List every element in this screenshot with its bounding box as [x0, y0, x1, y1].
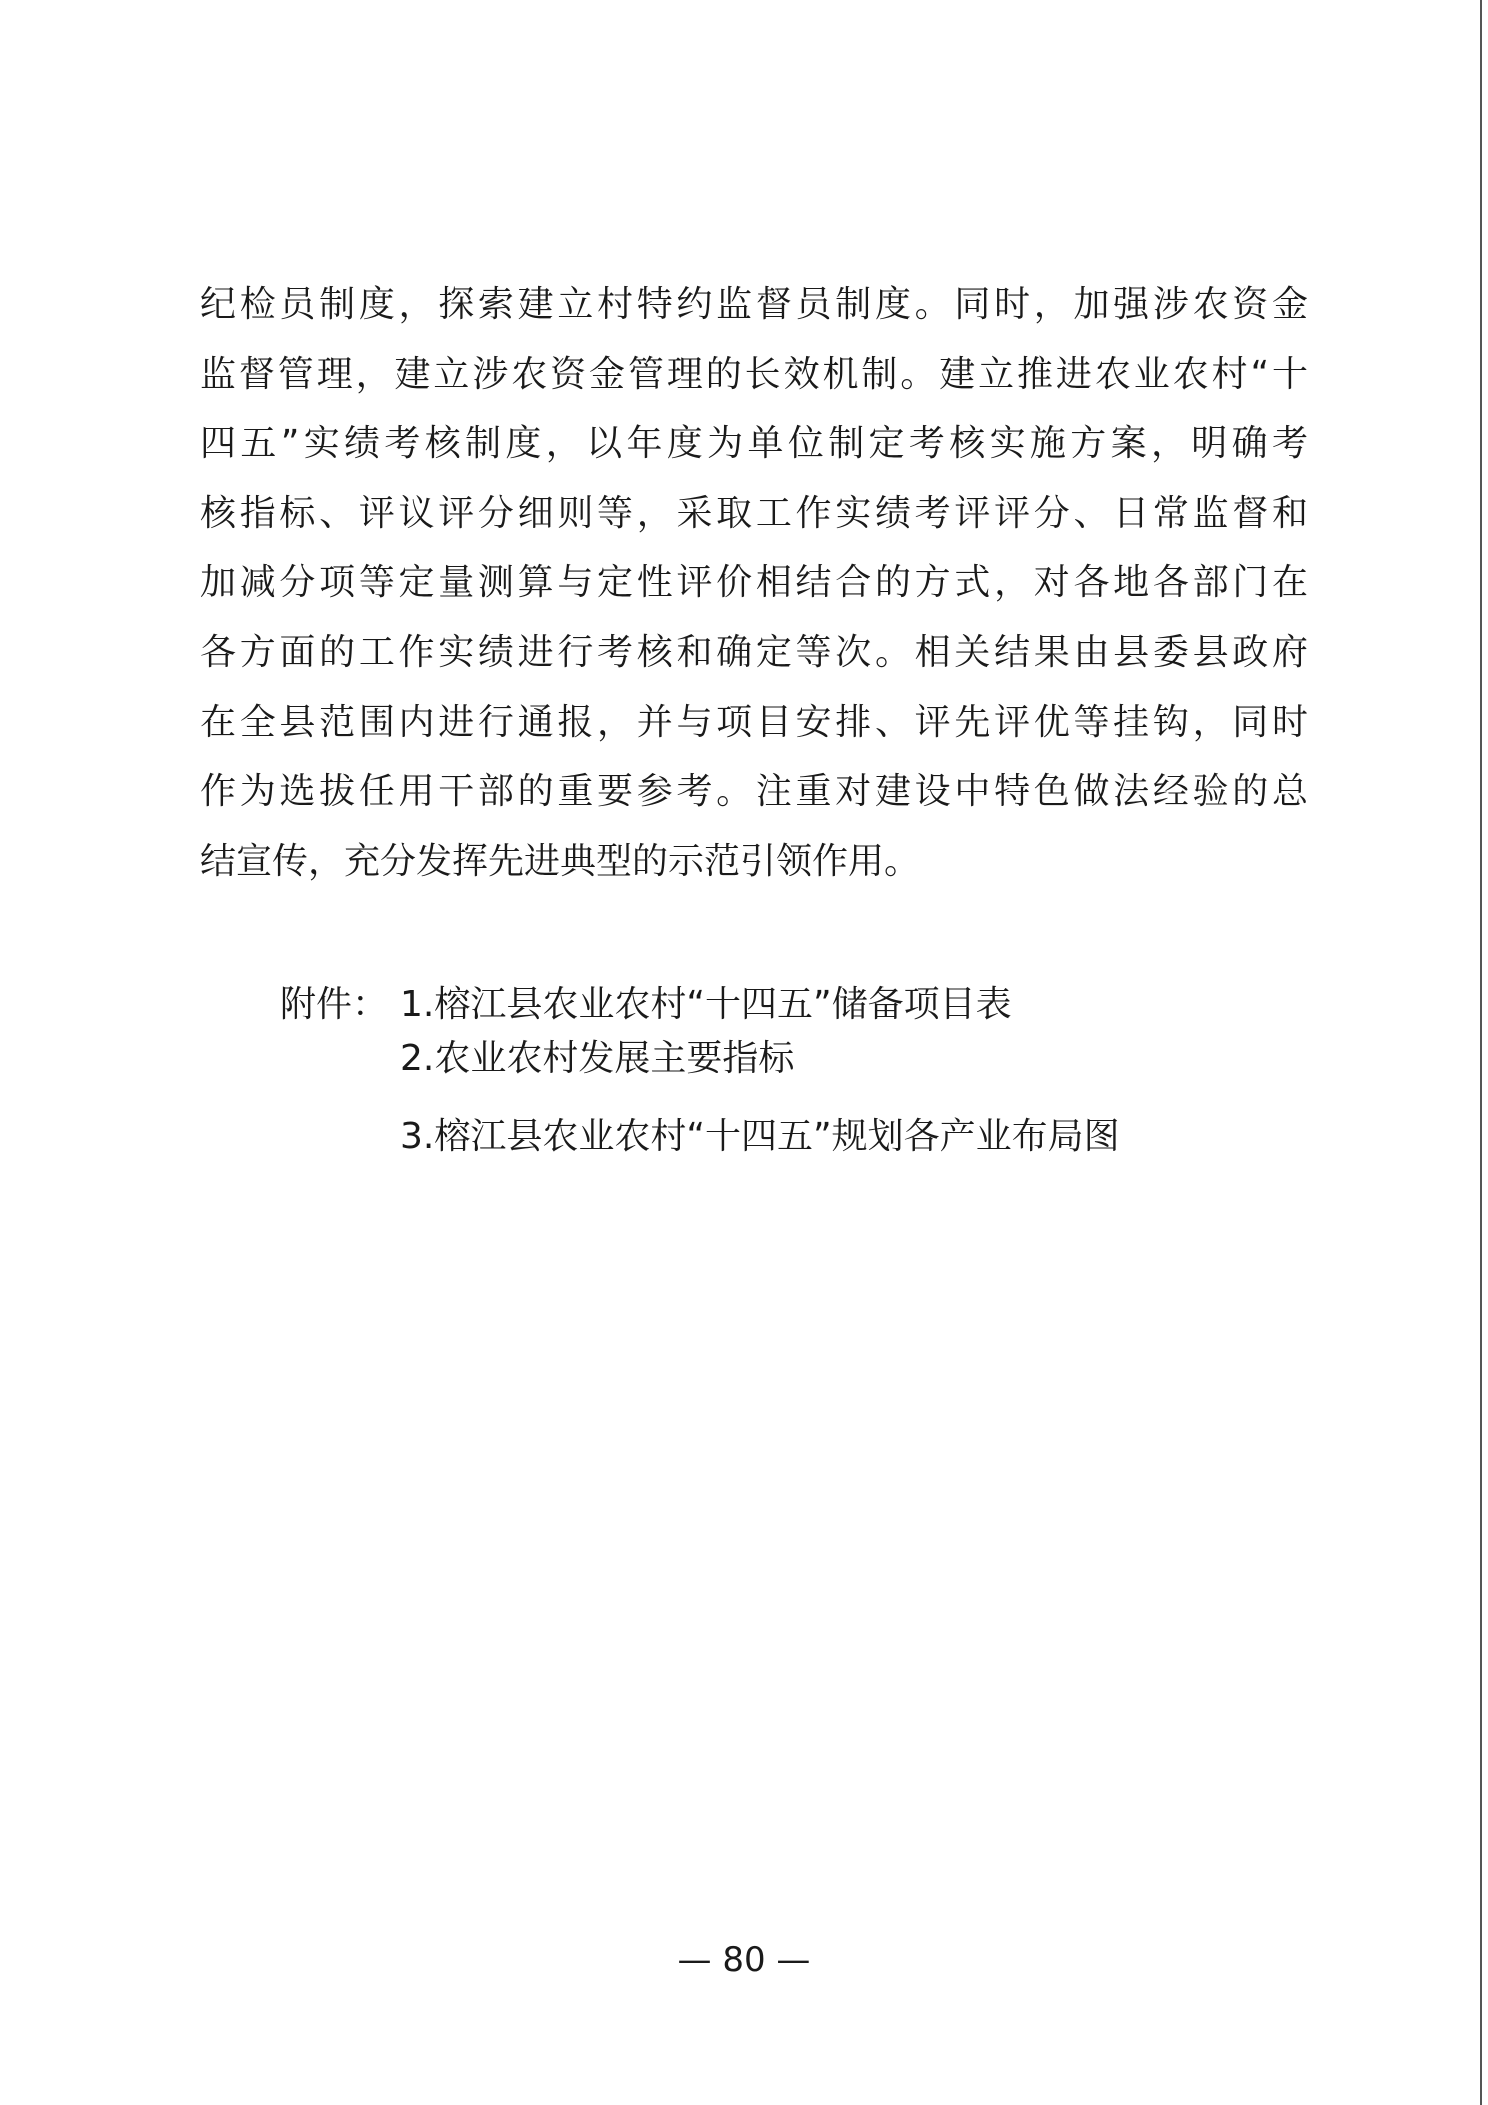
attachment-item: 3.榕江县农业农村“十四五”规划各产业布局图	[400, 1116, 1120, 1157]
body-line: 核指标、评议评分细则等，采取工作实绩考评评分、日常监督和	[200, 492, 1308, 534]
body-line: 加减分项等定量测算与定性评价相结合的方式，对各地各部门在	[200, 562, 1308, 604]
body-line: 作为选拔任用干部的重要参考。注重对建设中特色做法经验的总	[200, 771, 1308, 813]
page-number: — 80 —	[677, 1940, 811, 1980]
body-paragraph	[200, 270, 1308, 896]
body-line: 四五”实绩考核制度，以年度为单位制定考核实施方案，明确考	[200, 423, 1308, 465]
body-line: 结宣传，充分发挥先进典型的示范引领作用。	[200, 840, 921, 882]
page-edge-line	[1480, 0, 1482, 2105]
attachments-label: 附件：	[280, 984, 389, 1025]
body-line: 纪检员制度，探索建立村特约监督员制度。同时，加强涉农资金	[200, 284, 1308, 325]
attachment-item: 1.榕江县农业农村“十四五”储备项目表	[400, 984, 1012, 1025]
attachment-item: 2.农业农村发展主要指标	[400, 1038, 795, 1079]
body-line: 监督管理，建立涉农资金管理的长效机制。建立推进农业农村“十	[200, 353, 1308, 395]
body-line: 各方面的工作实绩进行考核和确定等次。相关结果由县委县政府	[200, 631, 1308, 673]
body-line: 在全县范围内进行通报，并与项目安排、评先评优等挂钩，同时	[200, 701, 1308, 743]
